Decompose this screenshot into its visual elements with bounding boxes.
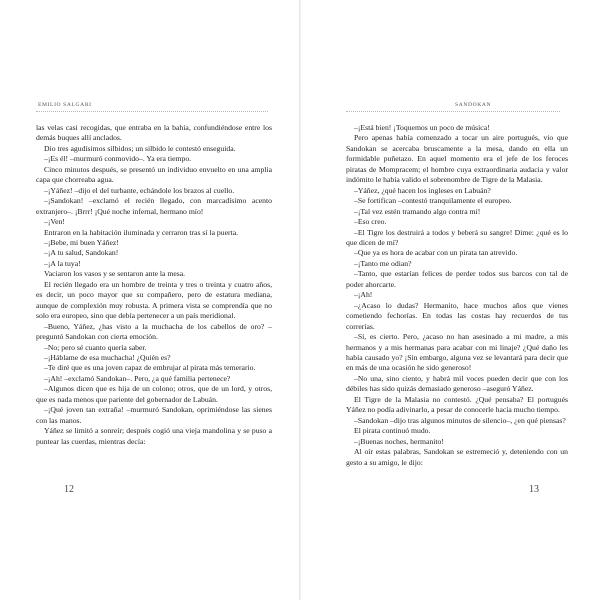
paragraph: Pero apenas había comenzado a tocar un aire portugués, vio que Sandokan se acercaba bruscamente a la mesa, dando en ella un formidable puñetazo. En aquel momento era el jefe de los feroces piratas de Mompracem; el hombre cuya extraordinaria audacia y valor indómito le había valido el sobrenombre de Tigre de la Malasia. [346,133,568,185]
paragraph: –¿Acaso lo dudas? Hermanito, hace muchos años que vienes cometiendo fechorías. En todas las costas hay recuerdos de tus correrías. [346,300,568,331]
paragraph: –Que ya es hora de acabar con un pirata tan atrevido. [354,248,518,258]
paragraph: –Bueno, Yáñez, ¿has visto a la muchacha de los cabellos de oro? –preguntó Sandokan con cierta emoción. [36,321,272,342]
paragraph: –¡Es él! –murmuró conmovido–. Ya era tiempo. [44,154,192,164]
paragraph: –¡Yáñez! –dijo el del turbante, echándole los brazos al cuello. [44,185,235,195]
paragraph: –Tanto, que estarían felices de perder todos sus barcos con tal de poder ahorcarte. [346,269,568,289]
paragraph: –¡Bebe, mi buen Yáñez! [44,237,119,247]
left-page-body [36,123,272,447]
right-page [300,0,600,600]
paragraph: El Tigre de la Malasia no contestó. ¿Qué pensaba? El portugués Yáñez no podía adivinarlo, a pesar de conocerle hacía mucho tiempo. [346,394,568,415]
paragraph: El pirata continuó mudo. [354,426,431,436]
paragraph: Cinco minutos después, se presentó un individuo envuelto en una amplia capa que chorreaba agua. [36,164,272,185]
paragraph: –Te diré que es una joven capaz de embrujar al pirata más temerario. [44,363,256,373]
paragraph: –¡Ah! –exclamó Sandokan–. Pero, ¿a qué familia pertenece? [44,373,231,383]
paragraph: –¡Buenas noches, hermanito! [354,436,444,446]
paragraph: –Eso creo. [354,217,387,227]
paragraph: El recién llegado era un hombre de treinta y tres o treinta y cuatro años, es decir, un poco mayor que su compañero, pero de estatura mediana, aunque de complexión muy robusta. A primera vista se comprendía que no solo era europeo, sino que debía pertenecer a un país meridional. [36,279,272,321]
paragraph: –¡Ah! [354,290,373,300]
paragraph: –¡Está bien! ¡Toquemos un poco de música! [354,123,490,132]
header-rule [36,111,268,112]
paragraph: Dio tres agudísimos silbidos; un silbido le contestó enseguida. [44,143,236,153]
paragraph: –Se fortifican –contestó tranquilamente el europeo. [354,196,512,206]
paragraph: –¡A la tuya! [44,258,81,268]
paragraph: –¡Tal vez estén tramando algo contra mí! [354,206,481,216]
paragraph: –No; pero sé cuanto quería saber. [44,342,147,352]
paragraph: Entraron en la habitación iluminada y cerraron tras sí la puerta. [44,227,239,237]
paragraph: –¡Ven! [44,217,65,227]
paragraph: –Sandokan –dijo tras algunos minutos de silencio–, ¿en qué piensas? [354,415,566,425]
paragraph: –¡Qué joven tan extraña! –murmuró Sandokan, oprimiéndose las sienes con las manos. [36,405,272,425]
page-number-left: 12 [64,484,74,495]
paragraph: Yáñez se limitó a sonreír; después cogió una vieja mandolina y se puso a puntear las cuerdas, mientras decía: [36,426,272,446]
paragraph: –¡Sandokan! –exclamó el recién llegado, con marcadísimo acento extranjero–. ¡Brrr! ¡Qué noche infernal, hermano mío! [36,196,272,216]
paragraph: –El Tigre los destruirá a todos y beberá su sangre! Dime: ¿qué es lo que dicen de mí? [346,227,568,247]
paragraph: Al oír estas palabras, Sandokan se estremeció y, deteniendo con un gesto a su amigo, le dijo: [346,447,568,467]
paragraph: –Algunos dicen que es hija de un colono; otros, que de un lord, y otros, que es nada menos que pariente del gobernador de Labuán. [36,384,272,404]
page-number-right: 13 [529,484,539,495]
paragraph: –¡A tu salud, Sandokan! [44,248,119,258]
paragraph: –Yáñez, ¿qué hacen los ingleses en Labuán? [354,185,491,195]
paragraph: –¡Háblame de esa muchacha! ¿Quién es? [44,352,171,362]
paragraph: –No una, sino ciento, y habrá mil voces pueden decir que con los débiles has sido quizás demasiado generoso –aseguró Yáñez. [346,373,568,394]
header-rule [346,111,560,112]
running-head-title: SANDOKAN [455,102,492,108]
paragraph: las velas casi recogidas, que entraba en la bahía, confundiéndose entre los demás buques allí anclados. [36,123,272,143]
running-head-author: EMILIO SALGARI [38,102,92,108]
paragraph: –Sí, es cierto. Pero, ¿acaso no han asesinado a mi madre, a mis hermanos y a mis hermanas para acabar con mi linaje? ¿Qué daño les había causado yo? ¡Sin embargo, alguna vez se levantará para decir que en más de una ocasión he sido generoso! [346,332,568,373]
paragraph: –¡Tanto me odian? [354,258,412,268]
paragraph: Vaciaron los vasos y se sentaron ante la mesa. [44,269,186,279]
right-page-body [346,123,568,468]
